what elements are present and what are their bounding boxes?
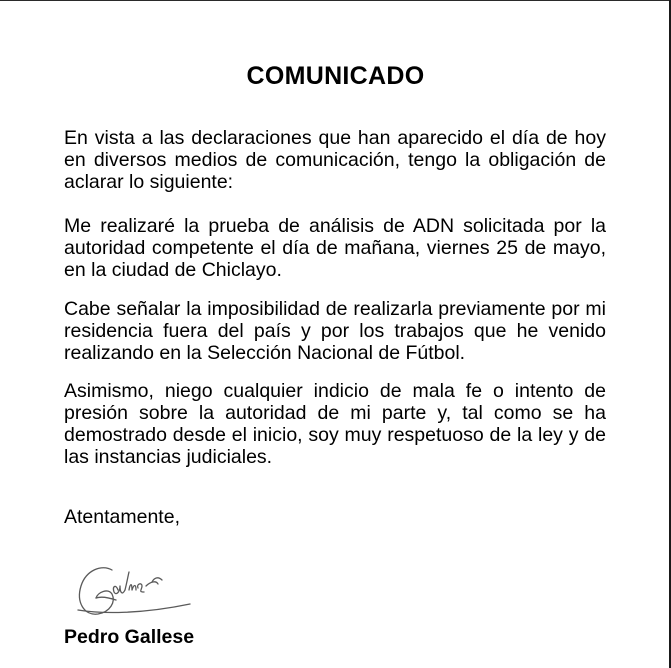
closing-salutation: Atentamente, — [64, 506, 180, 528]
top-border — [0, 0, 671, 1]
paragraph-2: Me realizaré la prueba de análisis de ADN solicitada por la autoridad competente el día de mañana, viernes 25 de mayo, en la ciudad de Chiclayo. — [64, 215, 606, 281]
paragraph-4: Asimismo, niego cualquier indicio de mala fe o intento de presión sobre la autoridad de mi parte y, tal como se ha demostrado desde el inicio, soy muy respetuoso de la ley y de las instancias judiciales. — [64, 380, 606, 468]
signer-name: Pedro Gallese — [64, 626, 195, 648]
handwritten-signature — [72, 560, 212, 620]
paragraph-3: Cabe señalar la imposibilidad de realizarla previamente por mi residencia fuera del país y por los trabajos que he venido realizando en la Selección Nacional de Fútbol. — [64, 298, 606, 364]
document-title: COMUNICADO — [246, 62, 425, 90]
paragraph-1: En vista a las declaraciones que han aparecido el día de hoy en diversos medios de comunicación, tengo la obligación de aclarar lo siguiente: — [64, 127, 606, 193]
